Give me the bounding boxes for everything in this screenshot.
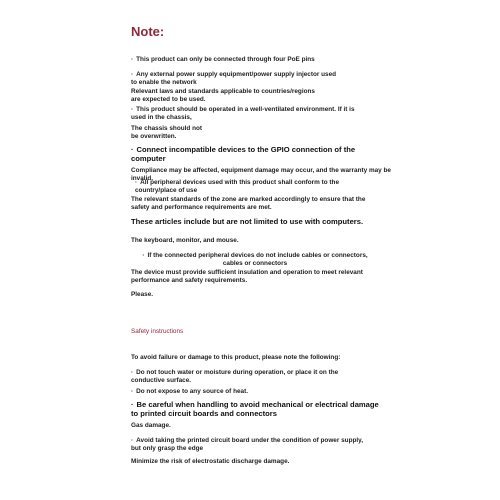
safety-item-water: · Do not touch water or moisture during operation, or place it on the conductive surface. <box>131 369 371 384</box>
safety-item-esd: Minimize the risk of electrostatic discharge damage. <box>131 458 290 465</box>
note-item-gpio-warning: · Connect incompatible devices to the GPIO connection of the computer <box>131 146 391 164</box>
note-item-computers: These articles include but are not limited to use with computers. <box>131 217 364 226</box>
note-item-zone-standards: The relevant standards of the zone are marked accordingly to ensure that the safety and performance requirements are met. <box>131 196 366 211</box>
note-heading: Note: <box>131 24 165 39</box>
safety-item-grasp-edge: · Avoid taking the printed circuit board under the condition of power supply, but only grasp the edge <box>131 437 371 452</box>
note-item-poe-pins: · This product can only be connected through four PoE pins <box>131 56 371 64</box>
note-item-power-injector: · Any external power supply equipment/power supply injector used to enable the network <box>131 71 341 86</box>
safety-item-heat: · Do not expose to any source of heat. <box>131 388 281 396</box>
safety-item-gas-damage: Gas damage. <box>131 422 171 429</box>
note-item-cables-connectors: · If the connected peripheral devices do not include cables or connectors, cables or connectors <box>135 252 375 267</box>
note-item-compliance: Compliance may be affected, equipment damage may occur, and the warranty may be invalid. <box>131 167 391 182</box>
note-item-insulation: The device must provide sufficient insulation and operation to meet relevant performance and safety requirements. <box>131 269 363 284</box>
safety-heading: Safety instructions <box>131 328 184 335</box>
note-item-ventilation: · This product should be operated in a well-ventilated environment. If it is used in the chassis, <box>131 106 371 121</box>
safety-item-handling: · Be careful when handling to avoid mechanical or electrical damage to printed circuit boards and connectors <box>131 401 381 419</box>
note-item-peripherals-conform: · All peripheral devices used with this product shall conform to the country/place of use <box>135 179 370 194</box>
safety-item-intro: To avoid failure or damage to this product, please note the following: <box>131 354 341 361</box>
note-item-laws-standards: Relevant laws and standards applicable to countries/regions are expected to be used. <box>131 88 315 103</box>
note-item-chassis: The chassis should not be overwritten. <box>131 125 203 140</box>
note-item-keyboard-monitor-mouse: The keyboard, monitor, and mouse. <box>131 237 239 244</box>
note-item-please: Please. <box>131 291 154 298</box>
